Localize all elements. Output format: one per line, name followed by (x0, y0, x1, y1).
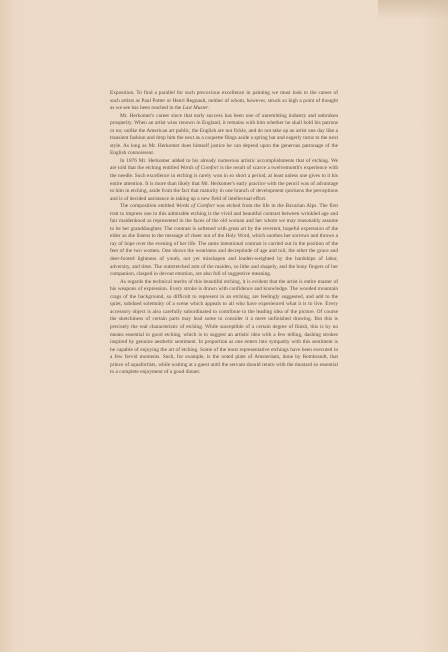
page-edge-shadow (378, 0, 448, 20)
italic-title: Last Muster (182, 105, 209, 112)
italic-title: Words of Comfort (180, 165, 219, 172)
text-run: is the result of scarce a twelvemonth's experience with the needle. Such excellence in etching is rarely won in so short a period, at least unless one gives to it his entire attention. It is more than likely that Mr. Herkomer's early practice with the pencil was of advantage to him in etching, aside from the fact that maturity in one branch of development quickens the perceptions and is of decided assistance in taking up a new field of intellectual effort. (110, 165, 338, 202)
text-run: Exposition. To find a parallel for such precocious excellence in painting we must look to the career of such artists as Paul Potter or Henri Regnault, neither of whom, however, struck so high a point of thought as we see has been reached in the (110, 90, 338, 112)
text-run: In 1876 Mr. Herkomer added to his already numerous artistic accomplishments that of etching. We are told that the etching entitled (110, 157, 338, 172)
paragraph (110, 279, 338, 377)
text-run: As regards the technical merits of this beautiful etching, it is evident that the artist is entire master of his weapons of expression. Every stroke is drawn with confidence and knowledge. The wooded mountain crags of the background, so difficult to represent in an etching, are feelingly suggested, and add to the quiet, subdued solemnity of a scene which appeals to all who have experienced what it is to live. Every accessory object is also carefully subordinated to contribute to the leading idea of the picture. Of course the sketchiness of certain parts may lead some to consider it a mere unfinished drawing. But this is precisely the real characteristic of etching. While susceptible of a certain degree of finish, this is by no means essential to good etching, which is to suggest an artistic idea with a few telling, dashing strokes inspired by genuine aesthetic sentiment. In proportion as one enters into sympathy with this sentiment is he capable of enjoying the art of etching. Some of the most representative etchings have been executed in a few fervid moments. Such, for example, is the noted plate of Amsterdam, done by Rembrandt, that prince of aquafortists, while waiting at a guest until the servant should return with the mustard so essential to a complete enjoyment of a good dinner. (110, 278, 338, 376)
text-run: was etched from the life in the Bavarian Alps. The first trait to impress one in this admirable etching is the vivid and beautiful contrast between wrinkled age and fair maidenhood as represented in the faces of the old woman and her whom we may reasonably assume to be her granddaughter. The contrast is softened with great art by the reverent, hopeful expression of the elder as she listens to the message of cheer out of the Holy Word, which soothes her sorrows and throws a ray of hope over the evening of her life. The same intentional contrast is carried out in the position of the feet of the two women. One shows the weariness and decrepitude of age and toil, the other the grace and deer-footed lightness of youth, not yet misshapen and leaden-weighted by the hardships of labor, adversity, and time. The outstretched arm of the maiden, so lithe and shapely, and the bony fingers of her companion, clasped in devout emotion, are also full of suggestive meaning. (110, 203, 338, 278)
paragraph (110, 158, 338, 203)
paragraph (110, 203, 338, 278)
text-run: . (208, 105, 210, 112)
italic-title: Words of Comfort (175, 203, 215, 210)
text-run: The composition entitled (120, 203, 176, 210)
paragraph (110, 90, 338, 113)
body-text (110, 90, 338, 377)
text-run: Mr. Herkomer's career since that early success has been one of unremitting industry and unbroken prosperity. When an artist wins renown in England, it remains with him whether he shall hold his patrons or no; unlike the American art public, the English are not fickle, and do not take up an artist one day like a transient fashion and drop him the next as a coquette flings aside a spring hat and eagerly turns to the next style. As long as Mr. Herkomer does himself justice he can depend upon the generous patronage of the English connoisseur. (110, 112, 338, 157)
paragraph (110, 113, 338, 158)
